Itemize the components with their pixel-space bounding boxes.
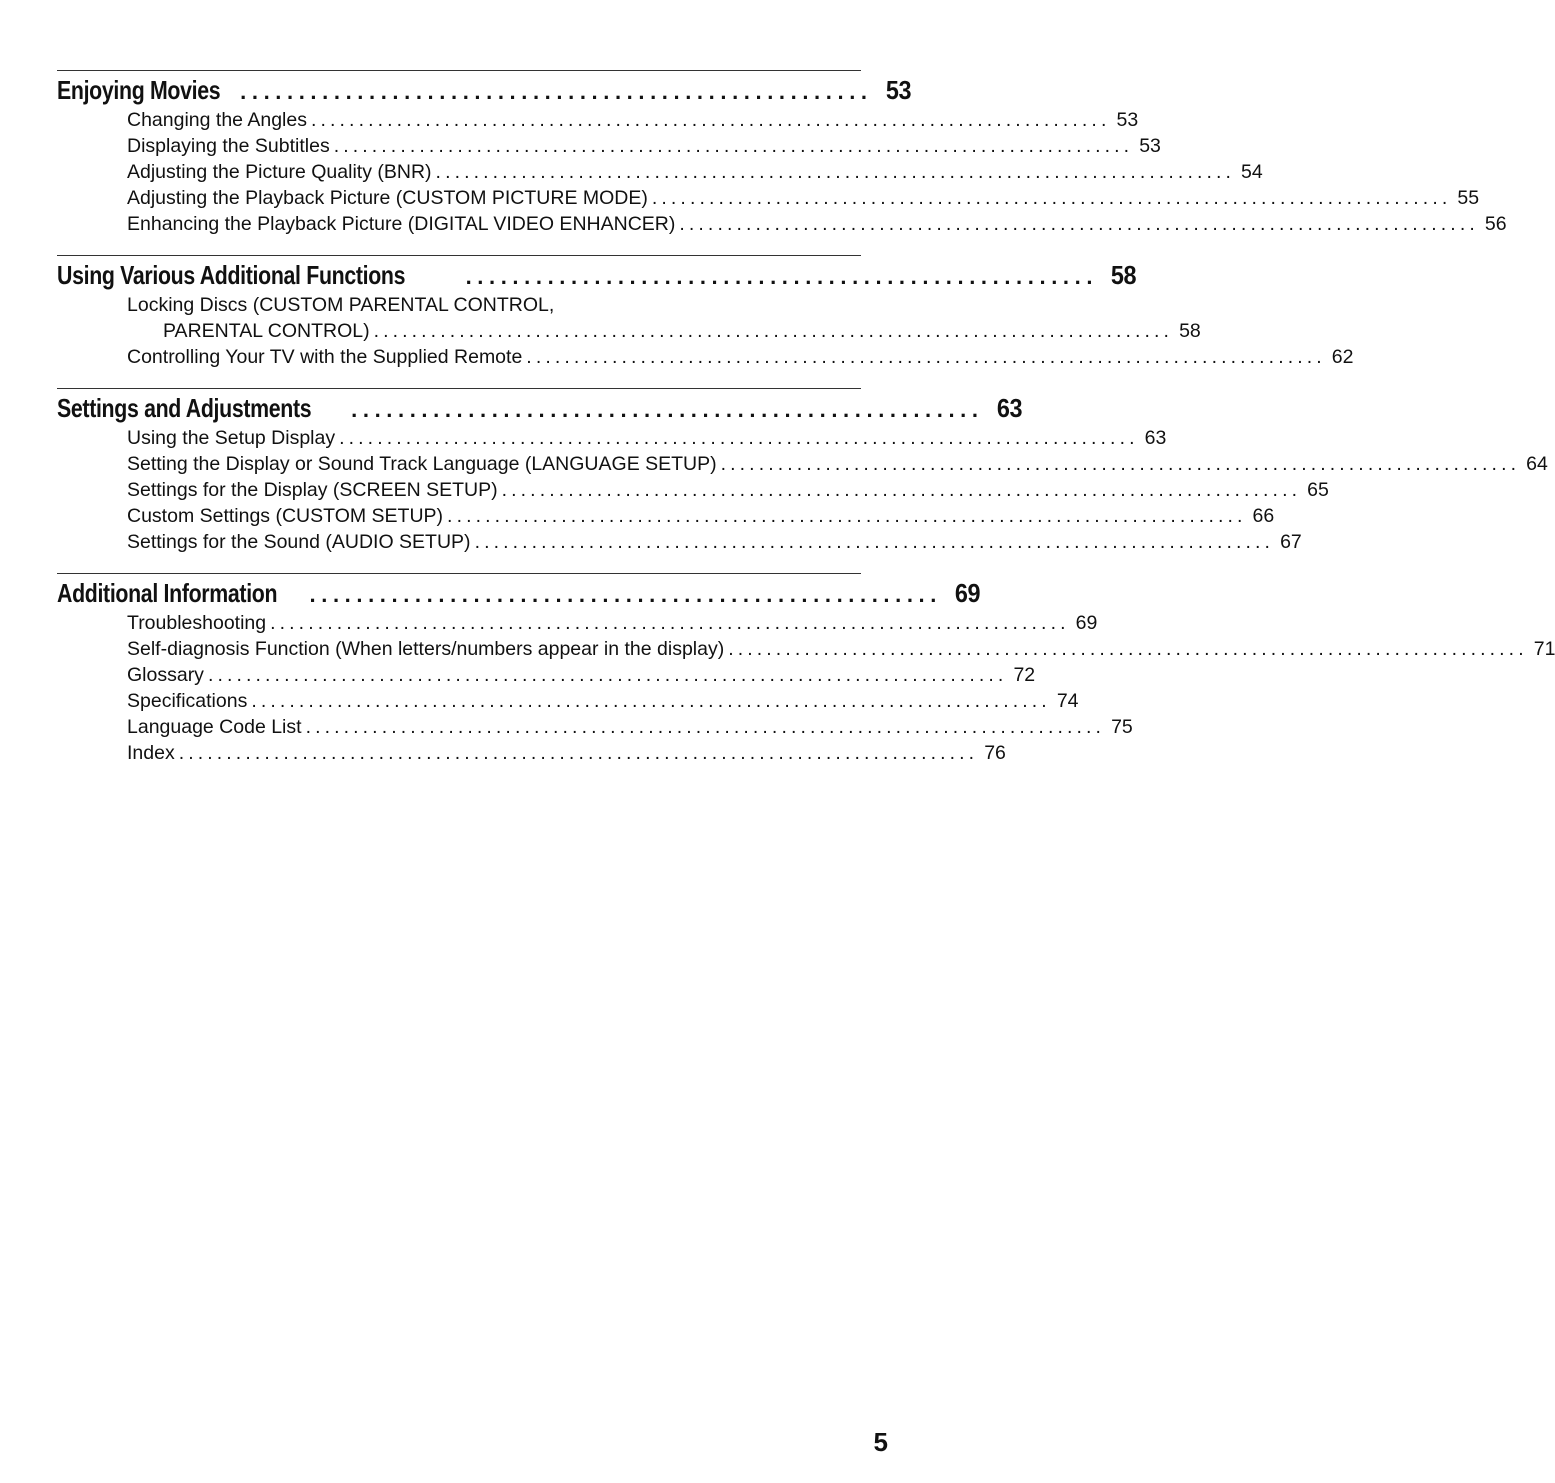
- entry-page: 64: [1526, 453, 1548, 475]
- section-title: Additional Information: [57, 578, 278, 608]
- entry-label: Setting the Display or Sound Track Language (LANGUAGE SETUP): [127, 453, 717, 475]
- dot-leader: ....................................................................................: [305, 716, 1106, 738]
- dot-leader: ....................................................................................: [501, 479, 1302, 501]
- entry-label: Self-diagnosis Function (When letters/numbers appear in the display): [127, 638, 725, 660]
- entry-page: 76: [984, 742, 1006, 764]
- entry-page: 66: [1252, 505, 1275, 527]
- entry-page: 55: [1457, 187, 1480, 209]
- entry-page: 62: [1331, 346, 1354, 368]
- section-entries: [57, 610, 1555, 766]
- section-entries: [57, 107, 1507, 237]
- toc-section-using-various-additional-functions: [57, 255, 1354, 370]
- toc-entry-first-line[interactable]: [127, 292, 861, 318]
- section-header[interactable]: [57, 258, 1137, 292]
- entry-label: Adjusting the Picture Quality (BNR): [127, 161, 432, 183]
- entry-page: 54: [1241, 161, 1263, 183]
- toc-section-settings-and-adjustments: [57, 388, 1548, 555]
- entry-label: Controlling Your TV with the Supplied Remote: [127, 346, 523, 368]
- toc-entry[interactable]: [127, 503, 1275, 529]
- entry-label: Glossary: [127, 664, 204, 686]
- dot-leader: ....................................................................................: [178, 742, 979, 764]
- toc-entry[interactable]: [127, 451, 1548, 477]
- entry-page: 71: [1533, 638, 1555, 660]
- toc-entry[interactable]: [127, 133, 1161, 159]
- entry-label: Language Code List: [127, 716, 302, 738]
- entry-label: Index: [127, 742, 175, 764]
- toc-section-enjoying-movies: [57, 70, 1507, 237]
- entry-label: Changing the Angles: [127, 109, 307, 131]
- toc-section-additional-information: [57, 573, 1555, 766]
- dot-leader: ......................................................: [240, 79, 873, 104]
- entry-label: Custom Settings (CUSTOM SETUP): [127, 505, 444, 527]
- dot-leader: ....................................................................................: [651, 187, 1452, 209]
- section-page: 69: [954, 578, 981, 608]
- toc-entry[interactable]: [127, 425, 1167, 451]
- toc-entry[interactable]: [127, 211, 1507, 237]
- section-header[interactable]: [57, 391, 1022, 425]
- entry-label: Settings for the Display (SCREEN SETUP): [127, 479, 498, 501]
- entry-page: 53: [1116, 109, 1139, 131]
- section-page: 58: [1110, 260, 1137, 290]
- toc-entry[interactable]: [127, 159, 1263, 185]
- toc-entry[interactable]: [127, 529, 1302, 555]
- dot-leader: ....................................................................................: [526, 346, 1326, 368]
- toc-entry[interactable]: [127, 107, 1139, 133]
- section-header[interactable]: [57, 73, 911, 107]
- entry-page: 58: [1179, 320, 1201, 342]
- dot-leader: ......................................................: [309, 582, 942, 607]
- dot-leader: ....................................................................................: [207, 664, 1008, 686]
- section-title: Settings and Adjustments: [57, 393, 312, 423]
- dot-leader: ....................................................................................: [474, 531, 1275, 553]
- entry-page: 56: [1484, 213, 1507, 235]
- entry-label: Locking Discs (CUSTOM PARENTAL CONTROL,: [127, 294, 555, 316]
- toc-entry[interactable]: [127, 610, 1098, 636]
- toc-entry[interactable]: [127, 714, 1133, 740]
- dot-leader: ....................................................................................: [339, 427, 1139, 449]
- entry-page: 53: [1139, 135, 1161, 157]
- dot-leader: ....................................................................................: [447, 505, 1247, 527]
- entry-label: Displaying the Subtitles: [127, 135, 330, 157]
- page-number: 5: [873, 1427, 888, 1457]
- dot-leader: ......................................................: [351, 397, 984, 422]
- entry-label: Troubleshooting: [127, 612, 267, 634]
- entry-page: 65: [1307, 479, 1329, 501]
- entry-page: 75: [1111, 716, 1133, 738]
- dot-leader: ....................................................................................: [679, 213, 1479, 235]
- entry-page: 67: [1280, 531, 1302, 553]
- dot-leader: ....................................................................................: [373, 320, 1174, 342]
- entry-label: Enhancing the Playback Picture (DIGITAL VIDEO ENHANCER): [127, 213, 676, 235]
- entry-page: 74: [1056, 690, 1079, 712]
- entry-page: 69: [1075, 612, 1098, 634]
- section-page: 53: [885, 75, 911, 105]
- dot-leader: ....................................................................................: [270, 612, 1070, 634]
- toc-entry[interactable]: [127, 477, 1329, 503]
- section-entries: [57, 425, 1548, 555]
- toc-entry[interactable]: [127, 740, 1006, 766]
- entry-page: 63: [1144, 427, 1167, 449]
- entry-page: 72: [1013, 664, 1036, 686]
- entry-label: Settings for the Sound (AUDIO SETUP): [127, 531, 471, 553]
- dot-leader: ....................................................................................: [728, 638, 1528, 660]
- dot-leader: ....................................................................................: [435, 161, 1236, 183]
- section-title: Enjoying Movies: [57, 75, 221, 105]
- entry-label: Using the Setup Display: [127, 427, 336, 449]
- dot-leader: ....................................................................................: [310, 109, 1111, 131]
- table-of-contents: [57, 70, 1555, 784]
- dot-leader: ......................................................: [465, 264, 1099, 289]
- toc-entry[interactable]: [127, 662, 1036, 688]
- toc-entry[interactable]: [127, 636, 1555, 662]
- toc-entry[interactable]: [127, 344, 1354, 370]
- section-entries: [57, 292, 1354, 370]
- entry-label: Adjusting the Playback Picture (CUSTOM PICTURE MODE): [127, 187, 648, 209]
- section-title: Using Various Additional Functions: [57, 260, 406, 290]
- entry-label: Specifications: [127, 690, 248, 712]
- section-header[interactable]: [57, 576, 981, 610]
- toc-entry-second-line[interactable]: [127, 318, 1201, 344]
- dot-leader: ....................................................................................: [720, 453, 1521, 475]
- toc-entry[interactable]: [127, 688, 1079, 714]
- toc-entry[interactable]: [127, 185, 1480, 211]
- entry-label-continued: PARENTAL CONTROL): [163, 320, 370, 342]
- section-page: 63: [996, 393, 1022, 423]
- dot-leader: ....................................................................................: [251, 690, 1051, 712]
- dot-leader: ....................................................................................: [333, 135, 1134, 157]
